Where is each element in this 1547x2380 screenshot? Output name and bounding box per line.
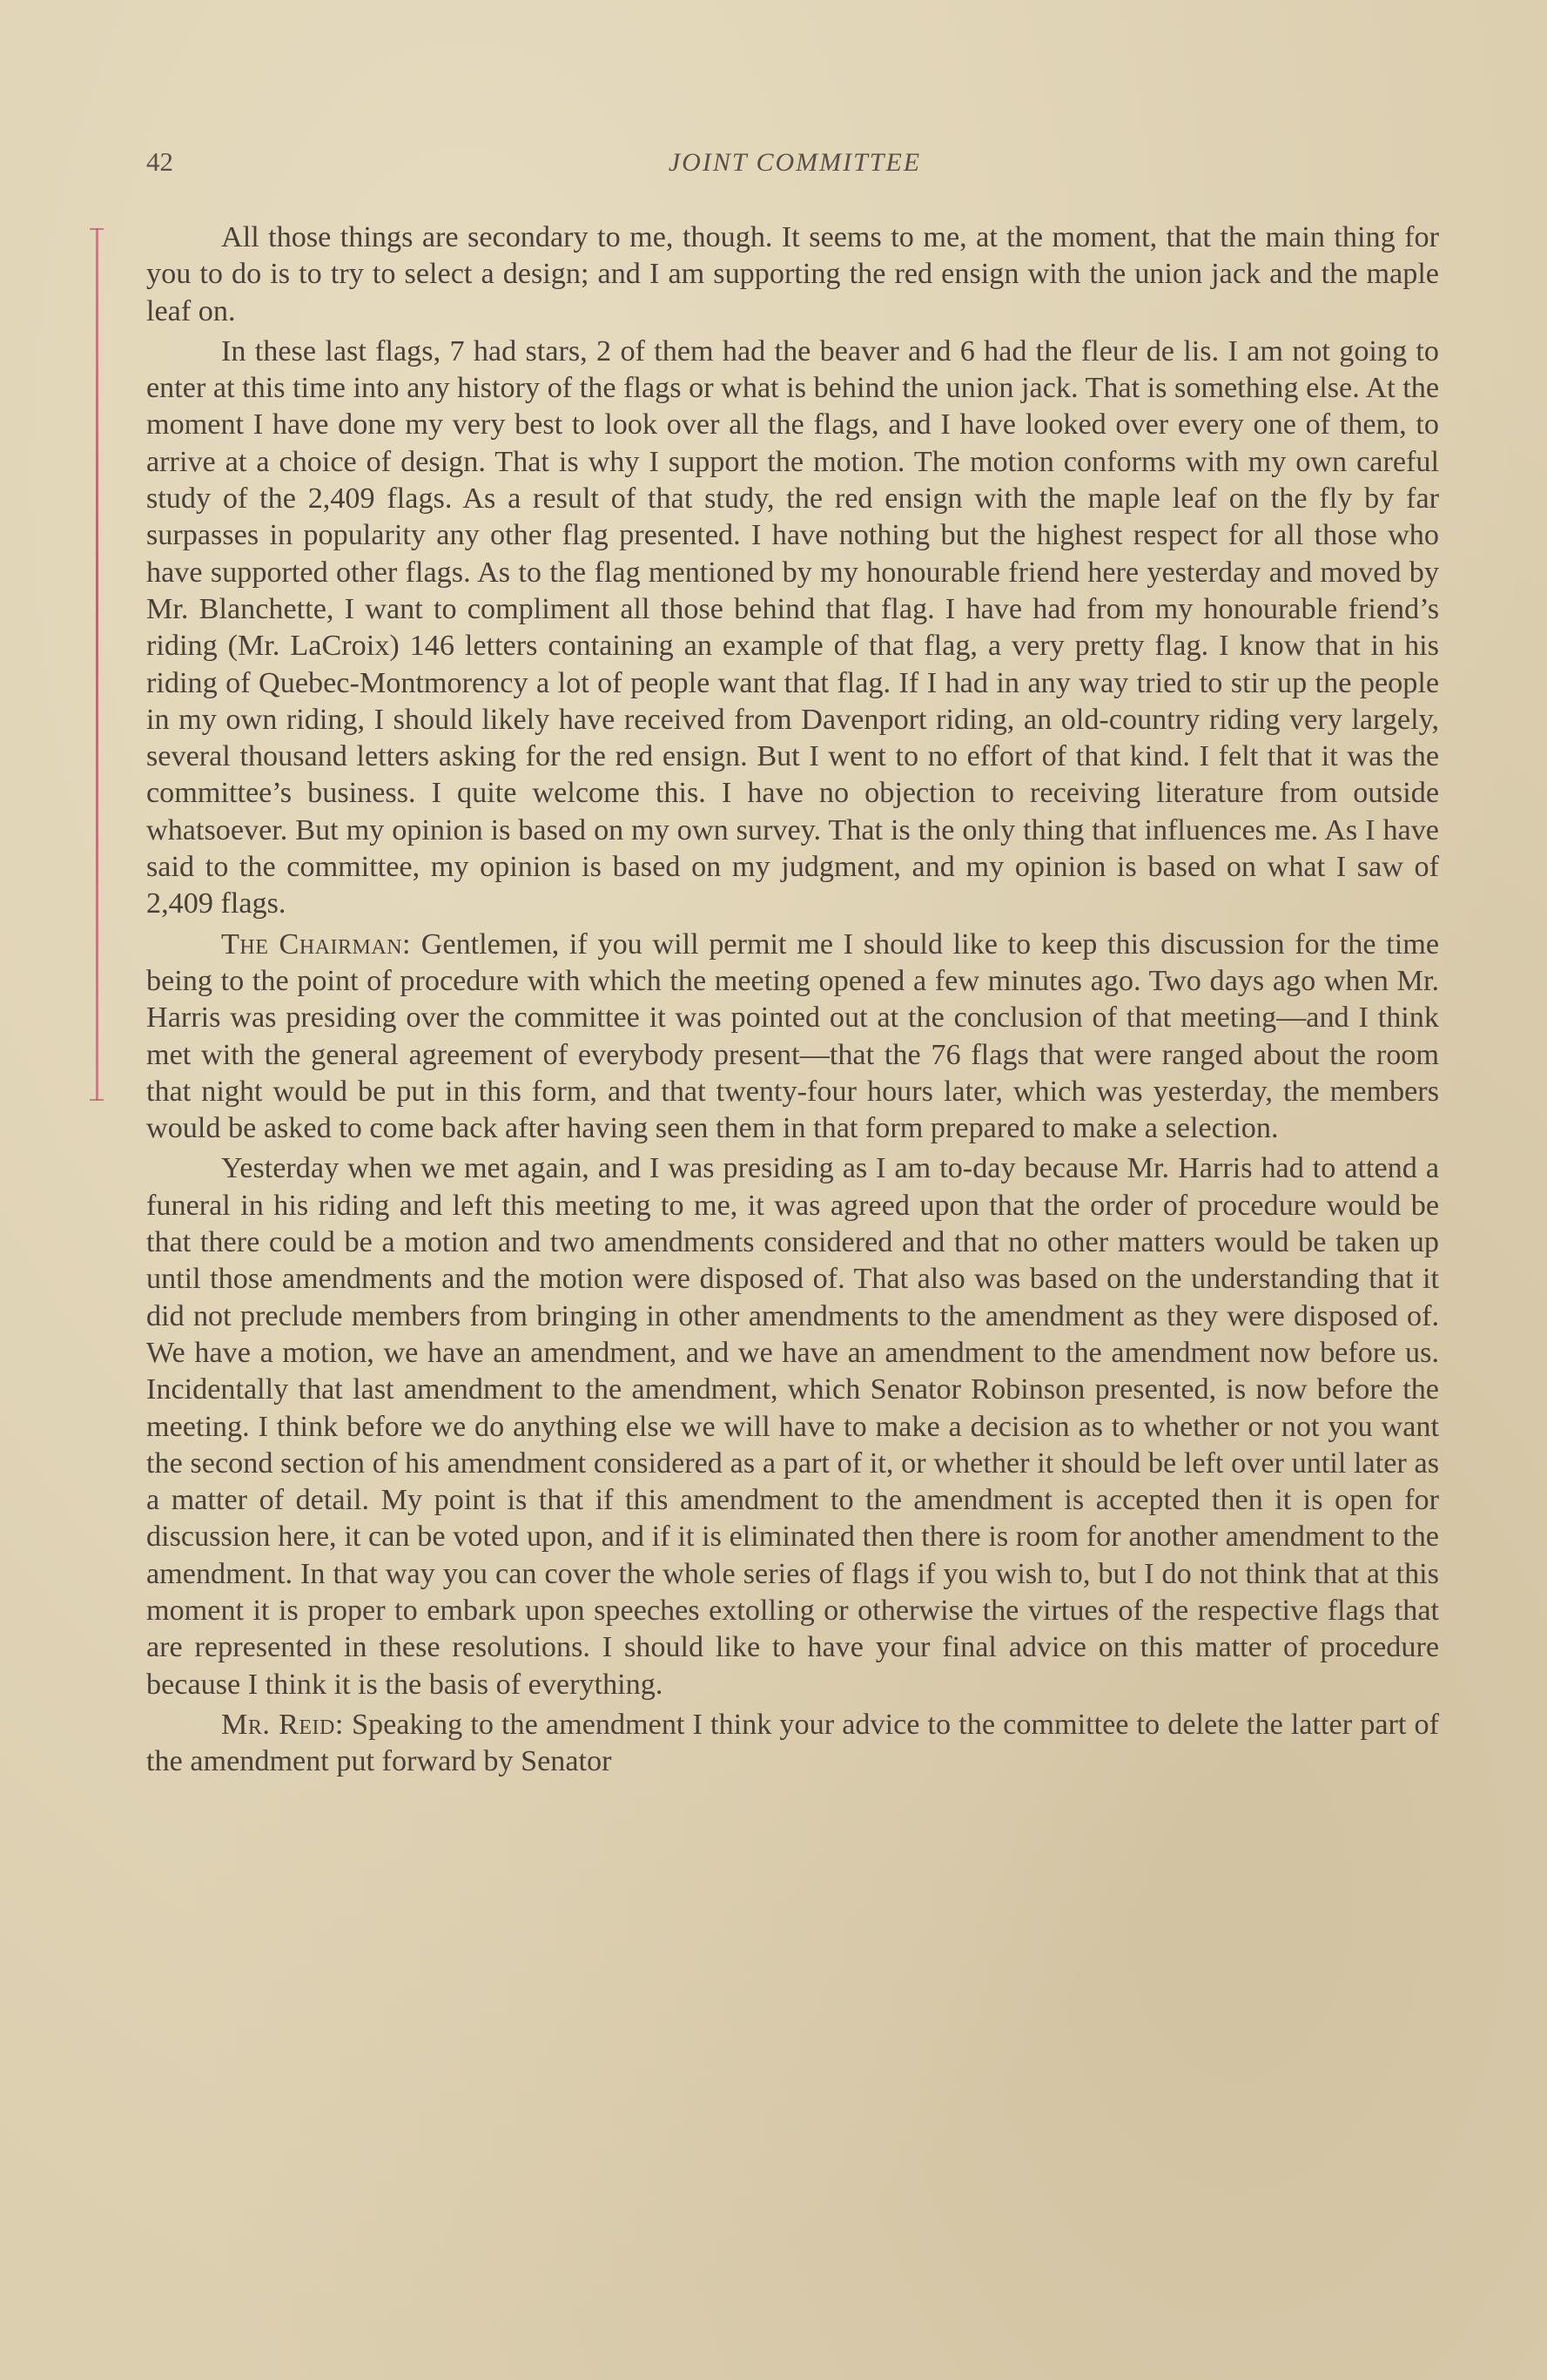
paragraph-text: Yesterday when we met again, and I was presiding as I am to-day because Mr. Harris had to attend a funeral in his riding and left this meeting to me, it was agreed upon that the order of procedure would be that there could be a motion and two amendments considered and that no other matters would be taken up until those amendments and the motion were disposed of. That also was based on the understanding that it did not preclude members from bringing in other amendments to the amendment as they were disposed of. We have a motion, we have an amendment, and we have an amendment to the amendment now before us. Incidentally that last amendment to the amendment, which Senator Robinson presented, is now before the meeting. I think before we do anything else we will have to make a decision as to whether or not you want the second section of his amendment considered as a part of it, or whether it should be left over until later as a matter of detail. My point is that if this amendment to the amendment is accepted then it is open for discussion here, it can be voted upon, and if it is eliminated then there is room for another amendment to the amendment. In that way you can cover the whole series of flags if you wish to, but I do not think that at this moment it is proper to embark upon speeches extolling or otherwise the virtues of the respective flags that are represented in these resolutions. I should like to have your final advice on this matter of procedure because I think it is the basis of everything.: [146, 1152, 1439, 1701]
paragraph-text: Speaking to the amendment I think your advice to the committee to delete the latter part of the amendment put forward by Senator: [146, 1708, 1439, 1778]
running-title: JOINT COMMITTEE: [668, 148, 922, 177]
margin-tick-bottom: [90, 1099, 104, 1101]
body-text: [146, 219, 1439, 1780]
paragraph-text: All those things are secondary to me, though. It seems to me, at the moment, that the main thing for you to do is to try to select a design; and I am supporting the red ensign with the union jack and the maple leaf on.: [146, 221, 1439, 327]
speaker-label: Mr. Reid:: [221, 1708, 344, 1741]
speaker-label: The Chairman:: [221, 927, 412, 961]
paragraph-4: [146, 1150, 1439, 1702]
margin-pencil-mark: [96, 228, 98, 1101]
paragraph-text: Gentlemen, if you will permit me I should like to keep this discussion for the time being to the point of procedure with which the meeting opened a few minutes ago. Two days ago when Mr. Harris was presiding over the committee it was pointed out at the conclusion of that meeting—and I think met with the general agreement of everybody present—that the 76 flags that were ranged about the room that night would be put in this form, and that twenty-four hours later, which was yesterday, the members would be asked to come back after having seen them in that form prepared to make a selection.: [146, 927, 1439, 1145]
paragraph-3-chairman: [146, 927, 1439, 1148]
paragraph-text: In these last flags, 7 had stars, 2 of them had the beaver and 6 had the fleur de lis. I am not going to enter at this time into any history of the flags or what is behind the union jack. That is something else. At the moment I have done my very best to look over all the flags, and I have looked over every one of them, to arrive at a choice of design. That is why I support the motion. The motion conforms with my own careful study of the 2,409 flags. As a result of that study, the red ensign with the maple leaf on the fly by far surpasses in popularity any other flag presented. I have nothing but the highest respect for all those who have supported other flags. As to the flag mentioned by my honourable friend here yesterday and moved by Mr. Blanchette, I want to compliment all those behind that flag. I have had from my honourable friend’s riding (Mr. LaCroix) 146 letters containing an example of that flag, a very pretty flag. I know that in his riding of Quebec-Montmorency a lot of people want that flag. If I had in any way tried to stir up the people in my own riding, I should likely have received from Davenport riding, an old-country riding very largely, several thousand letters asking for the red ensign. But I went to no effort of that kind. I felt that it was the committee’s business. I quite welcome this. I have no objection to receiving literature from outside whatsoever. But my opinion is based on my own survey. That is the only thing that influences me. As I have said to the committee, my opinion is based on my judgment, and my opinion is based on what I saw of 2,409 flags.: [146, 334, 1439, 920]
paragraph-5-reid: [146, 1707, 1439, 1781]
margin-tick-top: [90, 228, 104, 230]
paragraph-1: [146, 219, 1439, 330]
page-number: 42: [146, 146, 173, 177]
page-header: [146, 146, 1443, 190]
paragraph-2: [146, 334, 1439, 923]
